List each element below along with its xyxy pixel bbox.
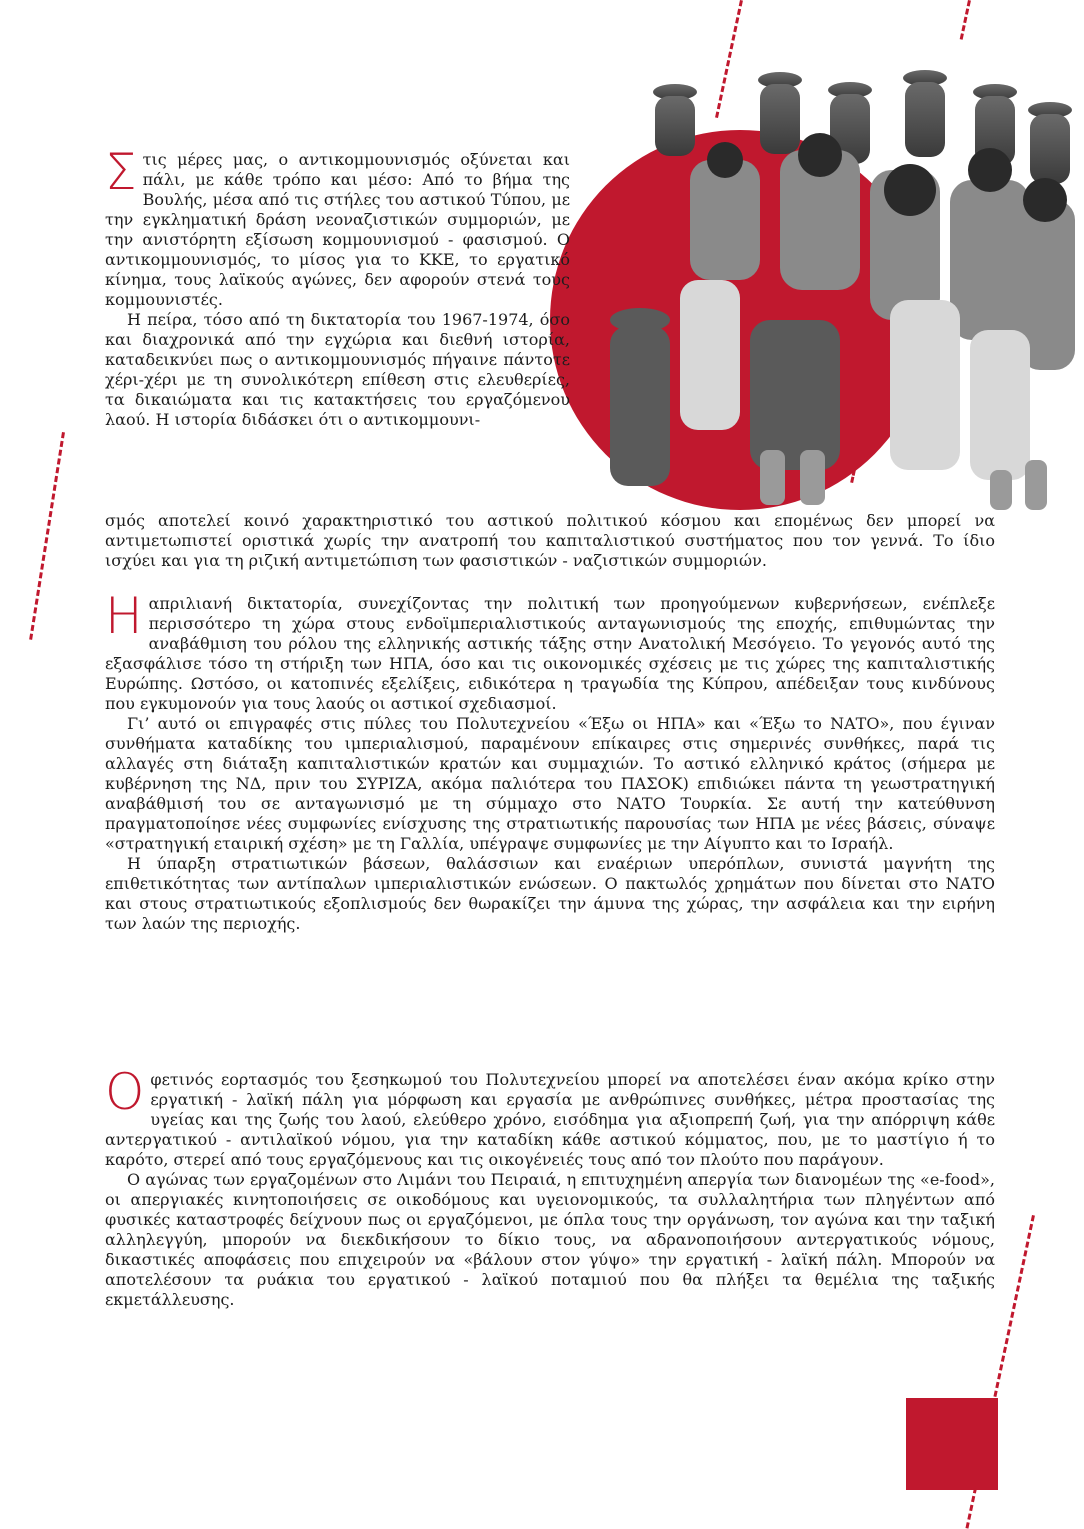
dropcap-eta: Η bbox=[105, 587, 143, 645]
section-1-paragraph-2-end: σμός αποτελεί κοινό χαρακτηριστικό του αστικού πολιτικού κόσμου και επομένως δεν μπορεί να αντιμετωπιστεί οριστικά χωρίς την ανατροπή του καπιταλιστικού συστήματος που τον γεννά. Το ίδιο ισχύει και για τη ριζική αντιμετώπιση των φασιστικών - ναζιστικών συμμοριών. bbox=[105, 511, 995, 570]
section-2-paragraph-3: Η ύπαρξη στρατιωτικών βάσεων, θαλάσσιων και εναέριων υπερόπλων, συνιστά μαγνήτη της επιθετικότητας των αντίπαλων ιμπεριαλιστικών ενώσεων. Ο πακτωλός χρημάτων που δίνεται στο ΝΑΤΟ και στους στρατιωτικούς εξοπλισμούς δεν θωρακίζει την άμυνα της χώρας, την ασφάλεια και την ειρήνη των λαών της περιοχής. bbox=[105, 854, 995, 933]
section-3-paragraph-2: Ο αγώνας των εργαζομένων στο Λιμάνι του Πειραιά, η επιτυχημένη απεργία των διανομέων της «e-food», οι απεργιακές κινητοποιήσεις σε οικοδόμους και υγειονομικούς, τα συλλαλητήρια των πληγέντων από φυσικές καταστροφές δείχνουν πως οι εργαζόμενοι, με όπλα τους την οργάνωση, τον αγώνα και την ταξική αλληλεγγύη, μπορούν να διεκδικήσουν το δίκιο τους, να αδρανοποιήσουν αντεργατικούς νόμους, δικαστικές αποφάσεις που επιχειρούν να «βάλουν στον γύψο» την εργατική - λαϊκή πάλη. Μπορούν να αποτελέσουν τα ρυάκια του εργατικού - λαϊκού ποταμιού που θα πλήξει τα θεμέλια της ταξικής εκμετάλλευσης. bbox=[105, 1170, 995, 1309]
section-2 bbox=[105, 587, 995, 934]
dropcap-omicron: Ο bbox=[105, 1063, 145, 1121]
photo-illustration bbox=[550, 70, 1080, 510]
dashed-line-top-right bbox=[960, 0, 971, 40]
section-1-wide bbox=[105, 511, 995, 571]
section-2-paragraph-1: απριλιανή δικτατορία, συνεχίζοντας την πολιτική των προηγούμενων κυβερνήσεων, ενέπλεξε περισσότερο τη χώρα στους ενδοϊμπεριαλιστικούς ανταγωνισμούς της εποχής, επιθυμώντας την αναβάθμιση του ρόλου της ελληνικής αστικής τάξης στην Ανατολική Μεσόγειο. Το γεγονός αυτό της εξασφάλισε τόσο τη στήριξη των ΗΠΑ, όσο και τις οικονομικές σχέσεις με τις χώρες της καπιταλιστικής Ευρώπης. Ωστόσο, οι κατοπινές εξελίξεις, ειδικότερα η τραγωδία της Κύπρου, απέδειξαν τους κινδύνους που εγκυμονούν για τους λαούς οι αστικοί σχεδιασμοί. bbox=[105, 594, 995, 713]
section-1-narrow bbox=[105, 143, 570, 430]
red-square bbox=[906, 1398, 998, 1490]
section-1-paragraph-2-start: Η πείρα, τόσο από τη δικτατορία του 1967-1974, όσο και διαχρονικά από την εγχώρια και διεθνή ιστορία, καταδεικνύει πως ο αντικομμουνισμός πήγαινε πάντοτε χέρι-χέρι με τη συνολικότερη επίθεση στις ελευθερίες, τα δικαιώματα και τις κατακτήσεις του εργαζόμενου λαού. Η ιστορία διδάσκει ότι ο αντικομμουνι- bbox=[105, 310, 570, 429]
section-1-paragraph-1: τις μέρες μας, ο αντικομμουνισμός οξύνεται και πάλι, με κάθε τρόπο και μέσο: Από το βήμα της Βουλής, μέσα από τις στήλες του αστικού Τύπου, με την εγκληματική δράση νεοναζιστικών συμμοριών, με την ανιστόρητη εξίσωση κομμουνισμού - φασισμού. Ο αντικομμουνισμός, το μίσος για το ΚΚΕ, το εργατικό κίνημα, τους λαϊκούς αγώνες, δεν αφορούν στενά τους κομμουνιστές. bbox=[105, 150, 570, 309]
section-3 bbox=[105, 1063, 995, 1310]
dashed-line-left bbox=[29, 432, 65, 640]
section-2-paragraph-2: Γι’ αυτό οι επιγραφές στις πύλες του Πολυτεχνείου «Έξω οι ΗΠΑ» και «Έξω το ΝΑΤΟ», που έγιναν συνθήματα καταδίκης του ιμπεριαλισμού, παραμένουν επίκαιρες στις σημερινές συνθήκες, παρά τις αλλαγές στη διάταξη καπιταλιστικών κρατών και συμμαχιών. Το αστικό ελληνικό κράτος (σήμερα με κυβέρνηση της ΝΔ, πριν του ΣΥΡΙΖΑ, ακόμα παλιότερα του ΠΑΣΟΚ) επιδιώκει πάντα τη γεωστρατηγική αναβάθμισή του σε ανταγωνισμό με τη σύμμαχο στο ΝΑΤΟ Τουρκία. Σε αυτή την κατεύθυνση πραγματοποίησε νέες συμφωνίες ενίσχυσης της στρατιωτικής παρουσίας των ΗΠΑ με νέες βάσεις, σύναψε «στρατηγική εταιρική σχέση» με τη Γαλλία, υπέγραψε συμφωνίες με την Αίγυπτο και το Ισραήλ. bbox=[105, 714, 995, 853]
protest-photo-icon bbox=[550, 70, 1080, 510]
section-3-paragraph-1: φετινός εορτασμός του ξεσηκωμού του Πολυτεχνείου μπορεί να αποτελέσει έναν ακόμα κρίκο στην εργατική - λαϊκή πάλη για μόρφωση και εργασία με ανθρώπινες συνθήκες, μέτρα προστασίας της υγείας και της ζωής του λαού, ελεύθερο χρόνο, εισόδημα για αξιοπρεπή ζωή, για την απόρριψη κάθε αντεργατικού - αντιλαϊκού νόμου, για την καταδίκη κάθε αστικού κόμματος, που, με το μαστίγιο ή το καρότο, στερεί από τους εργαζόμενους και τις οικογένειές τους από τον πλούτο που παράγουν. bbox=[105, 1070, 995, 1169]
dropcap-sigma: Σ bbox=[105, 143, 137, 201]
